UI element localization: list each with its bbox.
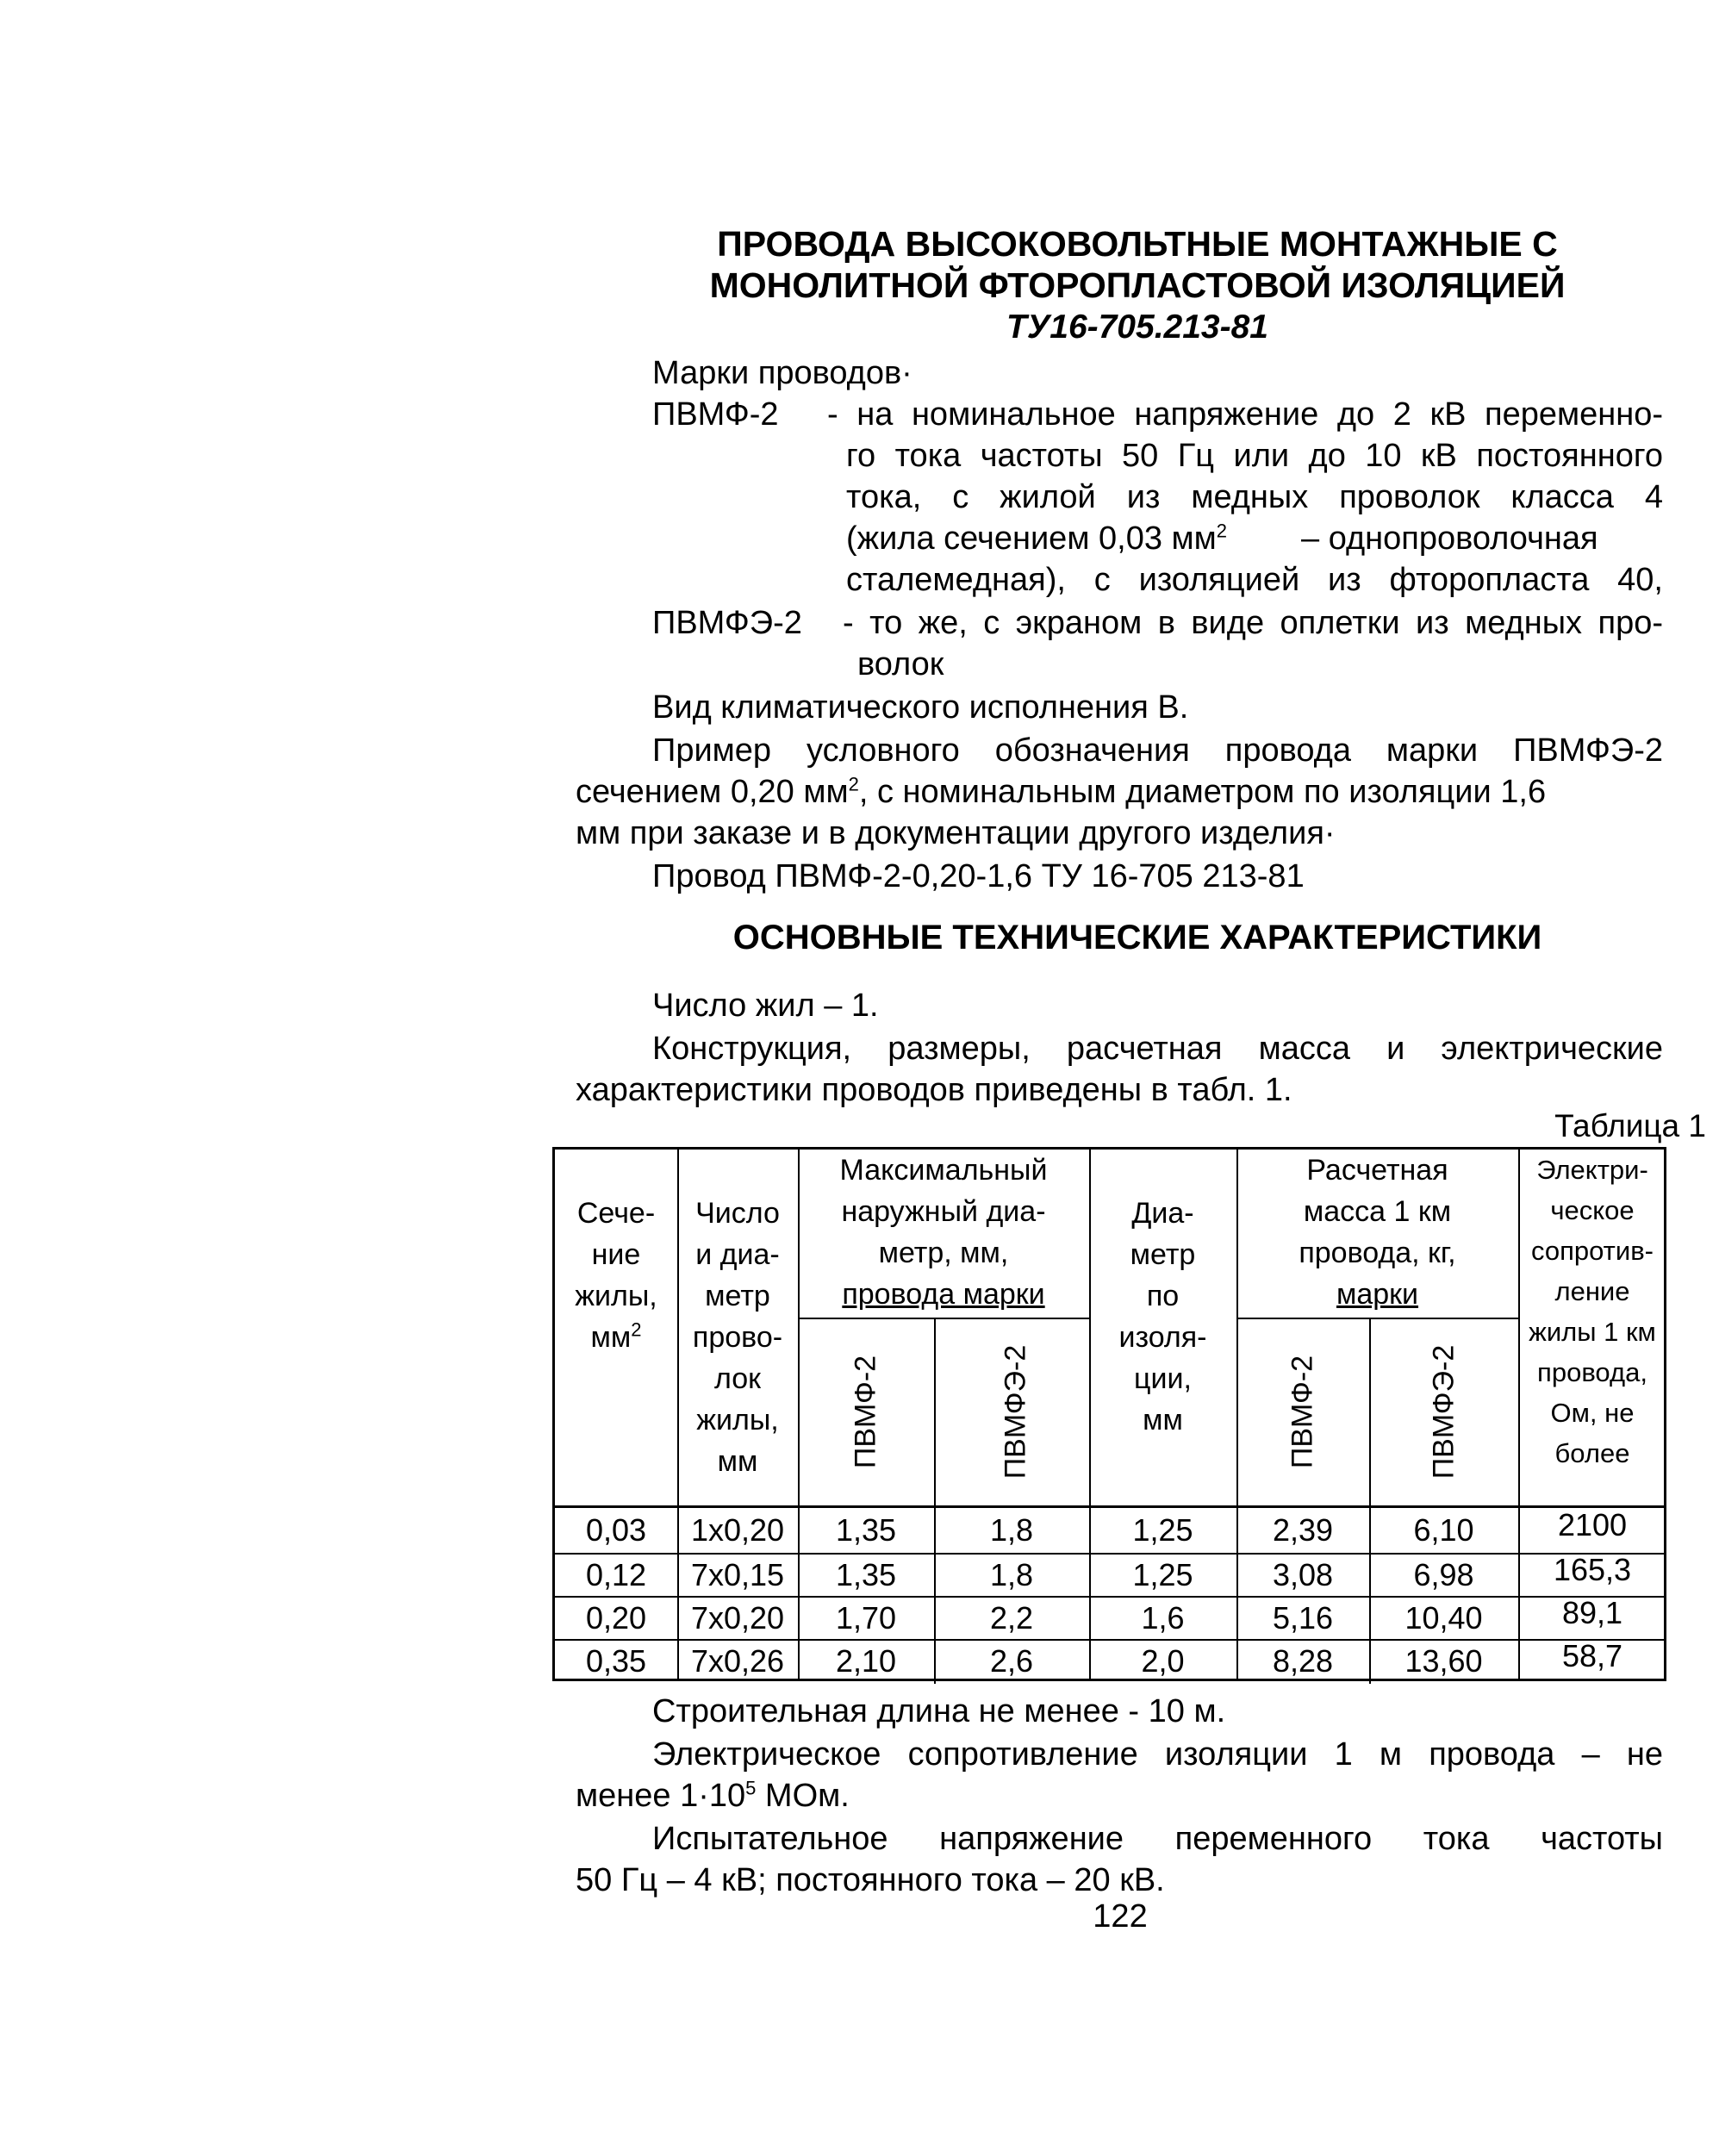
cell-mass-pvmfe: 10,40 [1404, 1600, 1483, 1636]
cell-wires: 7x0,15 [690, 1557, 785, 1592]
cell-max-diam-pvmfe: 1,8 [989, 1512, 1034, 1548]
subheader-pvmf2: ПВМФ-2 [1286, 1355, 1319, 1469]
subheader-pvmfe2: ПВМФЭ-2 [999, 1344, 1032, 1480]
superscript-2: 2 [631, 1318, 642, 1341]
cell-resistance: 58,7 [1561, 1638, 1623, 1673]
mark-desc-line: тока, с жилой из медных проволок класса 4 [846, 479, 1663, 515]
mark-desc-line: сталемедная), с изоляцией из фторопласта 40, [846, 562, 1663, 598]
mark-label-pvmf2: ПВМФ-2 [652, 396, 779, 433]
header-text-part: мм [590, 1321, 632, 1354]
mark-desc-line: го тока частоты 50 Гц или до 10 кВ постоянного [846, 438, 1663, 474]
page-number: 122 [1093, 1898, 1148, 1935]
header-text: ции, [1134, 1362, 1192, 1395]
header-insulation-diameter [1089, 1193, 1236, 1441]
cell-mass-pvmfe: 13,60 [1404, 1643, 1483, 1679]
header-text: сопротив- [1531, 1236, 1654, 1266]
title-line-2: МОНОЛИТНОЙ ФТОРОПЛАСТОВОЙ ИЗОЛЯЦИЕЙ [709, 265, 1566, 305]
header-text: ление [1554, 1276, 1630, 1306]
section-heading: ОСНОВНЫЕ ТЕХНИЧЕСКИЕ ХАРАКТЕРИСТИКИ [732, 919, 1542, 956]
cell-mass-pvmf: 2,39 [1272, 1512, 1334, 1548]
voltage-line-2: 50 Гц – 4 кВ; постоянного тока – 20 кВ. [576, 1862, 1165, 1898]
mark-desc-line: волок [857, 646, 944, 682]
title-spec: ТУ16-705.213-81 [1006, 308, 1268, 346]
cell-section: 0,03 [585, 1512, 647, 1548]
header-text: и диа- [695, 1238, 780, 1271]
header-text: ческое [1550, 1195, 1635, 1225]
superscript-2: 2 [848, 773, 859, 795]
table-grid-line [555, 1553, 1664, 1555]
title-line-1: ПРОВОДА ВЫСОКОВОЛЬТНЫЕ МОНТАЖНЫЕ С [717, 224, 1558, 264]
header-text: лок [713, 1362, 761, 1395]
example-value: Провод ПВМФ-2-0,20-1,6 ТУ 16-705 213-81 [652, 858, 1305, 894]
mark-desc-part: – однопроволочная [1301, 520, 1598, 557]
header-text: более [1554, 1438, 1630, 1468]
subheader-pvmf2: ПВМФ-2 [849, 1355, 882, 1469]
example-part: , с номинальным диаметром по изоляции 1,6 [858, 774, 1547, 810]
mark-desc-line: - на номинальное напряжение до 2 кВ переменно- [827, 396, 1663, 433]
cell-resistance: 2100 [1557, 1507, 1628, 1542]
table-grid-line [1236, 1318, 1518, 1319]
header-text: изоля- [1118, 1321, 1207, 1354]
header-text: Максимальный [839, 1154, 1048, 1187]
example-line-3: мм при заказе и в документации другого изделия· [576, 815, 1336, 851]
cell-wires: 1x0,20 [690, 1512, 785, 1548]
subheader-pvmfe2: ПВМФЭ-2 [1427, 1344, 1461, 1480]
header-text: наружный диа- [841, 1195, 1046, 1228]
cell-max-diam-pvmfe: 2,2 [989, 1600, 1034, 1636]
header-text: Сече- [576, 1197, 656, 1230]
table-grid-line [798, 1318, 1089, 1319]
header-text: Ом, не [1550, 1398, 1635, 1428]
header-text: метр, мм, [878, 1237, 1009, 1269]
insulation-line-2 [576, 1776, 850, 1816]
header-text [555, 1317, 677, 1358]
table-grid-line [555, 1596, 1664, 1598]
superscript-2: 2 [1216, 520, 1228, 542]
mark-label-pvmfe2: ПВМФЭ-2 [652, 605, 802, 641]
cell-section: 0,20 [585, 1600, 647, 1636]
cell-mass-pvmf: 3,08 [1272, 1557, 1334, 1592]
cell-max-diam-pvmf: 1,70 [835, 1600, 897, 1636]
mark-desc-line [846, 519, 1227, 558]
header-text: провода марки [842, 1278, 1045, 1311]
header-text: масса 1 км [1303, 1195, 1452, 1228]
insulation-line-1: Электрическое сопротивление изоляции 1 м провода – не [652, 1736, 1663, 1773]
header-resistance [1518, 1150, 1666, 1474]
example-line-2 [576, 772, 1546, 812]
cell-mass-pvmf: 8,28 [1272, 1643, 1334, 1679]
table-grid-line [555, 1639, 1664, 1641]
header-text: Число [695, 1197, 780, 1230]
header-wires [677, 1193, 798, 1482]
cell-section: 0,12 [585, 1557, 647, 1592]
header-text: жилы, [696, 1404, 779, 1436]
cell-wires: 7x0,20 [690, 1600, 785, 1636]
header-text: метр [705, 1280, 770, 1312]
construction-line-2: характеристики проводов приведены в табл. 1. [576, 1072, 1292, 1108]
header-text: Расчетная [1306, 1154, 1448, 1187]
length-text: Строительная длина не менее - 10 м. [652, 1693, 1226, 1729]
insulation-part: менее 1·10 [576, 1778, 746, 1814]
header-text: мм [717, 1445, 758, 1478]
cell-ins-diam: 1,25 [1132, 1512, 1193, 1548]
cell-ins-diam: 2,0 [1141, 1643, 1185, 1679]
header-text: провода, кг, [1299, 1237, 1456, 1269]
cell-max-diam-pvmf: 1,35 [835, 1557, 897, 1592]
cell-mass-pvmf: 5,16 [1272, 1600, 1334, 1636]
cell-max-diam-pvmf: 2,10 [835, 1643, 897, 1679]
cell-wires: 7x0,26 [690, 1643, 785, 1679]
voltage-line-1: Испытательное напряжение переменного тока частоты [652, 1821, 1663, 1857]
header-text: ние [591, 1238, 641, 1271]
example-line-1: Пример условного обозначения провода марки ПВМФЭ-2 [652, 732, 1663, 769]
mark-desc-line: - то же, с экраном в виде оплетки из медных про- [843, 605, 1663, 641]
insulation-part: МОм. [756, 1778, 850, 1814]
cell-ins-diam: 1,25 [1132, 1557, 1193, 1592]
marks-heading: Марки проводов· [652, 355, 912, 391]
cell-mass-pvmfe: 6,98 [1413, 1557, 1474, 1592]
cell-section: 0,35 [585, 1643, 647, 1679]
header-text: жилы, [575, 1280, 657, 1312]
cell-mass-pvmfe: 6,10 [1413, 1512, 1474, 1548]
example-part: сечением 0,20 мм [576, 774, 849, 810]
table-caption: Таблица 1 [1554, 1108, 1706, 1143]
cell-max-diam-pvmfe: 2,6 [989, 1643, 1034, 1679]
header-text: по [1146, 1280, 1180, 1312]
cell-max-diam-pvmfe: 1,8 [989, 1557, 1034, 1592]
header-mass [1236, 1150, 1518, 1315]
superscript-5: 5 [745, 1777, 757, 1799]
cell-max-diam-pvmf: 1,35 [835, 1512, 897, 1548]
header-text: метр [1130, 1238, 1196, 1271]
cell-resistance: 165,3 [1553, 1552, 1632, 1587]
cores-text: Число жил – 1. [652, 988, 879, 1024]
header-section [555, 1193, 677, 1358]
header-text: прово- [692, 1321, 783, 1354]
header-text: мм [1143, 1404, 1183, 1436]
header-text: Диа- [1131, 1197, 1194, 1230]
cell-resistance: 89,1 [1561, 1595, 1623, 1630]
spec-table [552, 1147, 1666, 1681]
climate-text: Вид климатического исполнения В. [652, 689, 1189, 726]
header-text: Электри- [1536, 1155, 1648, 1185]
mark-desc-part: (жила сечением 0,03 мм [846, 520, 1217, 557]
header-text: провода, [1537, 1357, 1647, 1387]
construction-line-1: Конструкция, размеры, расчетная масса и электрические [652, 1031, 1663, 1067]
header-text: жилы 1 км [1529, 1317, 1656, 1347]
table-grid-line [555, 1505, 1664, 1508]
header-max-diameter [798, 1150, 1089, 1315]
cell-ins-diam: 1,6 [1141, 1600, 1185, 1636]
header-text: марки [1336, 1278, 1419, 1311]
